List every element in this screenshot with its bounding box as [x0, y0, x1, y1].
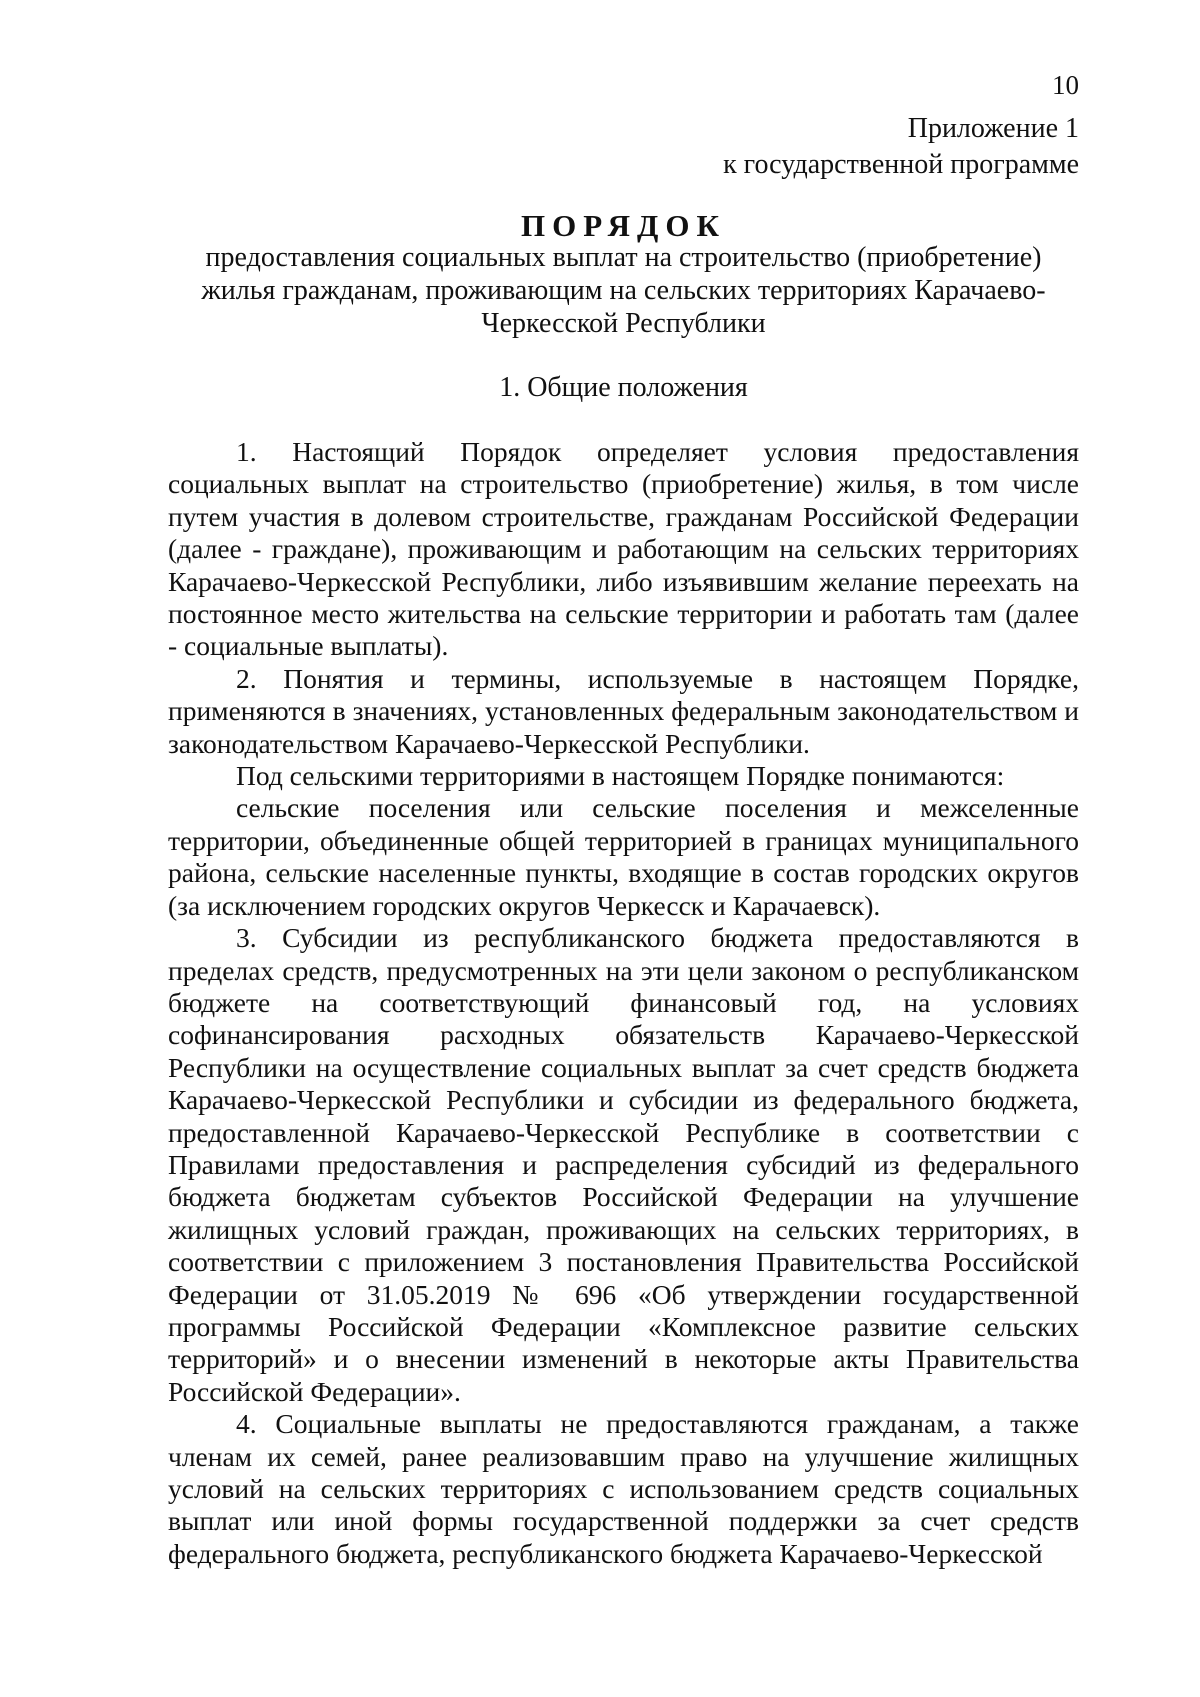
paragraph-4: 4. Социальные выплаты не предоставляются гражданам, а также членам их семей, ранее реализовавшим право на улучшение жилищных условий на сельских территориях с использованием средств социальных выплат или иной формы государственной поддержки за счет средств федерального бюджета, республиканского бюджета Карачаево-Черкесской: [168, 1408, 1079, 1569]
subtitle-line-1: предоставления социальных выплат на строительство (приобретение): [205, 242, 1042, 273]
document-body: [168, 436, 1079, 1570]
document-title: ПОРЯДОК: [521, 208, 726, 243]
document-page: [168, 0, 1079, 1697]
subtitle-line-2: жилья гражданам, проживающим на сельских территориях Карачаево-: [201, 275, 1046, 306]
section-heading: 1. Общие положения: [499, 372, 748, 403]
paragraph-rural-definition: сельские поселения или сельские поселения и межселенные территории, объединенные общей территорией в границах муниципального района, сельские населенные пункты, входящие в состав городских округов (за исключением городских округов Черкесск и Карачаевск).: [168, 792, 1079, 921]
paragraph-rural-definition-intro: Под сельскими территориями в настоящем Порядке понимаются:: [236, 760, 1005, 792]
appendix-line-2: к государственной программе: [723, 149, 1079, 180]
subtitle-line-3: Черкесской Республики: [481, 308, 766, 339]
appendix-reference: [723, 111, 1079, 183]
document-subtitle: [168, 241, 1079, 340]
paragraph-3: 3. Субсидии из республиканского бюджета предоставляются в пределах средств, предусмотренных на эти цели законом о республиканском бюджете на соответствующий финансовый год, на условиях софинансирования расходных обязательств Карачаево-Черкесской Республики на осуществление социальных выплат за счет средств бюджета Карачаево-Черкесской Республики и субсидии из федерального бюджета, предоставленной Карачаево-Черкесской Республике в соответствии с Правилами предоставления и распределения субсидий из федерального бюджета бюджетам субъектов Российской Федерации на улучшение жилищных условий граждан, проживающих на сельских территориях, в соответствии с приложением 3 постановления Правительства Российской Федерации от 31.05.2019 № 696 «Об утверждении государственной программы Российской Федерации «Комплексное развитие сельских территорий» и о внесении изменений в некоторые акты Правительства Российской Федерации».: [168, 922, 1079, 1407]
paragraph-1: 1. Настоящий Порядок определяет условия предоставления социальных выплат на строительство (приобретение) жилья, в том числе путем участия в долевом строительстве, гражданам Российской Федерации (далее - граждане), проживающим и работающим на сельских территориях Карачаево-Черкесской Республики, либо изъявившим желание переехать на постоянное место жительства на сельские территории и работать там (далее - социальные выплаты).: [168, 436, 1079, 662]
appendix-line-1: Приложение 1: [907, 113, 1079, 144]
paragraph-2: 2. Понятия и термины, используемые в настоящем Порядке, применяются в значениях, установленных федеральным законодательством и законодательством Карачаево-Черкесской Республики.: [168, 662, 1079, 759]
page-number: 10: [1052, 70, 1079, 100]
